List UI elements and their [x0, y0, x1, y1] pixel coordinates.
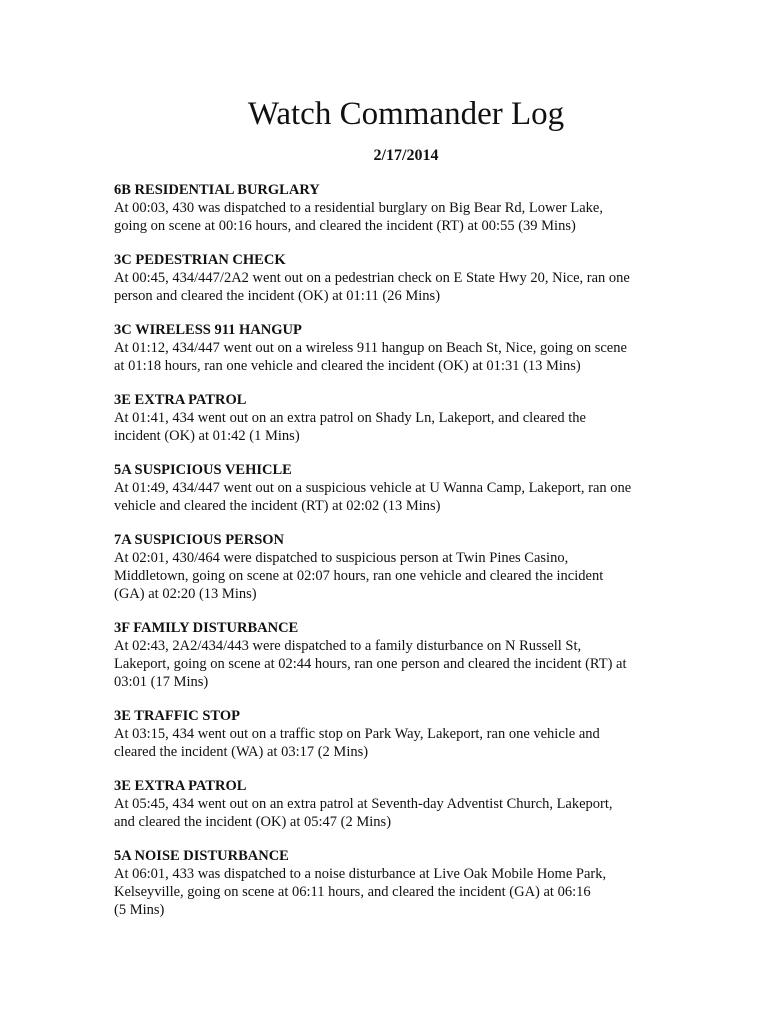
entry-text: At 01:12, 434/447 went out on a wireless 911 hangup on Beach St, Nice, going on scene at 01:18 hours, ran one vehicle and cleared the incident (OK) at 01:31 (13 Mins): [114, 340, 627, 374]
log-entry: [114, 619, 674, 691]
entry-heading: 5A NOISE DISTURBANCE: [114, 848, 289, 864]
entry-text: At 00:45, 434/447/2A2 went out on a pedestrian check on E State Hwy 20, Nice, ran one person and cleared the incident (OK) at 01:11 (26 Mins): [114, 270, 630, 304]
entry-text: At 05:45, 434 went out on an extra patrol at Seventh-day Adventist Church, Lakeport, and cleared the incident (OK) at 05:47 (2 Mins): [114, 796, 613, 830]
entry-heading: 3E TRAFFIC STOP: [114, 708, 240, 724]
entry-text: At 02:01, 430/464 were dispatched to suspicious person at Twin Pines Casino, Middletown, going on scene at 02:07 hours, ran one vehicle and cleared the incident (GA) at 02:20 (13 Mins): [114, 550, 604, 602]
entry-text: At 03:15, 434 went out on a traffic stop on Park Way, Lakeport, ran one vehicle and cleared the incident (WA) at 03:17 (2 Mins): [114, 726, 600, 760]
entry-text: At 00:03, 430 was dispatched to a residential burglary on Big Bear Rd, Lower Lake, going on scene at 00:16 hours, and cleared the incident (RT) at 00:55 (39 Mins): [114, 200, 603, 234]
log-entry: [114, 181, 674, 235]
log-entry: [114, 461, 674, 515]
entry-heading: 3E EXTRA PATROL: [114, 778, 247, 794]
document-title: Watch Commander Log: [247, 96, 565, 132]
log-entry: [114, 531, 674, 603]
entry-text: At 06:01, 433 was dispatched to a noise disturbance at Live Oak Mobile Home Park, Kelseyville, going on scene at 06:11 hours, and cleared the incident (GA) at 06:16 (5 Mins): [114, 866, 607, 918]
entry-heading: 3C PEDESTRIAN CHECK: [114, 252, 286, 268]
entry-text: At 02:43, 2A2/434/443 were dispatched to a family disturbance on N Russell St, Lakeport, going on scene at 02:44 hours, ran one person and cleared the incident (RT) at 03:01 (17 Mins): [114, 638, 627, 690]
entry-text: At 01:49, 434/447 went out on a suspicious vehicle at U Wanna Camp, Lakeport, ran one vehicle and cleared the incident (RT) at 02:02 (13 Mins): [114, 480, 632, 514]
entry-heading: 6B RESIDENTIAL BURGLARY: [114, 182, 320, 198]
entry-heading: 3F FAMILY DISTURBANCE: [114, 620, 299, 636]
log-entry: [114, 847, 674, 919]
log-entry: [114, 391, 674, 445]
entry-text: At 01:41, 434 went out on an extra patrol on Shady Ln, Lakeport, and cleared the incident (OK) at 01:42 (1 Mins): [114, 410, 586, 444]
log-entry: [114, 777, 674, 831]
entry-heading: 3C WIRELESS 911 HANGUP: [114, 322, 302, 338]
entry-heading: 5A SUSPICIOUS VEHICLE: [114, 462, 292, 478]
log-date: 2/17/2014: [373, 147, 439, 164]
log-entry: [114, 321, 674, 375]
log-entry: [114, 707, 674, 761]
entry-heading: 3E EXTRA PATROL: [114, 392, 247, 408]
entry-heading: 7A SUSPICIOUS PERSON: [114, 532, 285, 548]
log-entries: [114, 181, 674, 935]
log-entry: [114, 251, 674, 305]
